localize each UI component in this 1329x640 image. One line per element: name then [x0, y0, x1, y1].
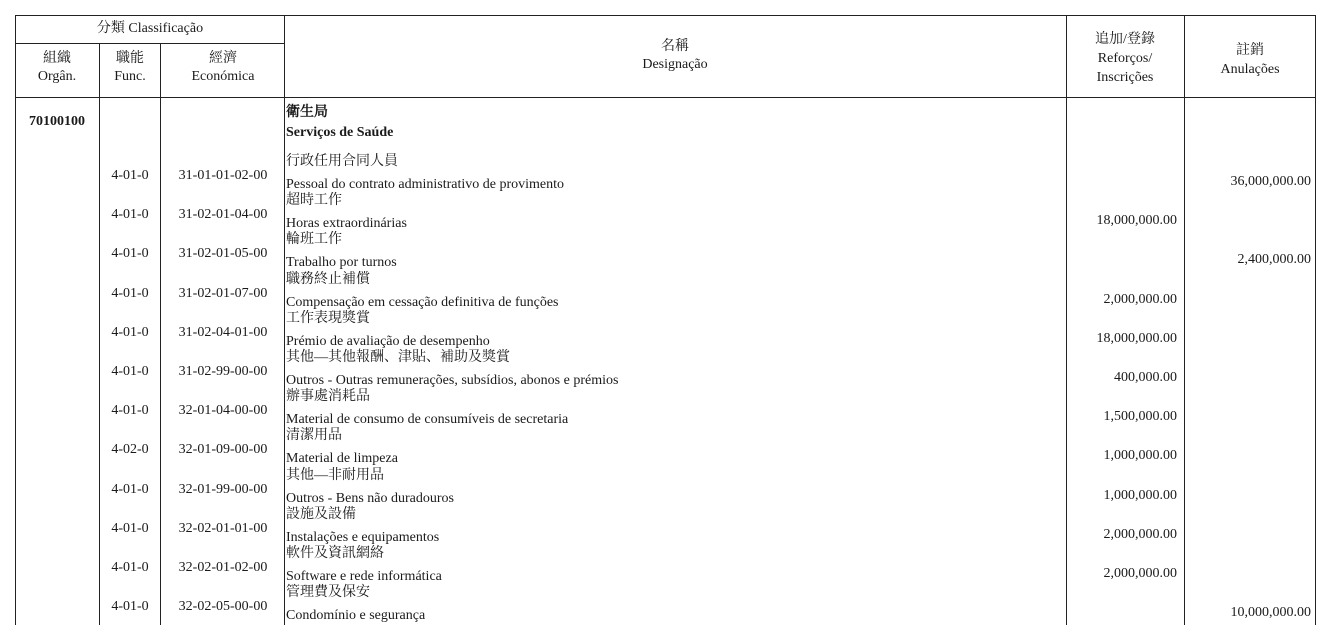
rule-header-bottom	[15, 97, 1315, 98]
reinforcement-header-zh: 追加/登錄	[1095, 32, 1155, 47]
row-func-code: 4-01-0	[111, 168, 149, 183]
rule-classification	[15, 43, 284, 44]
rule-func	[160, 43, 161, 625]
rule-reforco	[1184, 15, 1185, 625]
organ-code: 70100100	[29, 114, 85, 129]
row-reforco-amount: 18,000,000.00	[1096, 330, 1177, 346]
row-name-zh: 超時工作	[286, 193, 342, 209]
econ-header-pt: Económica	[191, 69, 255, 84]
organ-name-zh: 衛生局	[286, 105, 328, 120]
row-econ-code: 31-02-01-05-00	[178, 246, 268, 262]
row-econ-code: 31-01-01-02-00	[178, 168, 268, 183]
organ-name-pt: Serviços de Saúde	[286, 125, 394, 140]
row-name-zh: 設施及設備	[286, 506, 356, 522]
rule-left	[15, 15, 16, 625]
row-func-code: 4-01-0	[111, 599, 149, 615]
designation-header-pt: Designação	[642, 57, 708, 72]
row-econ-code: 32-01-09-00-00	[178, 442, 268, 458]
classification-header: 分類 Classificação	[96, 21, 204, 36]
row-name-pt: Outros - Outras remunerações, subsídios, abonos e prémios	[286, 373, 619, 388]
row-name-pt: Prémio de avaliação de desempenho	[286, 333, 490, 349]
row-name-zh: 職務終止補償	[286, 271, 370, 287]
row-reforco-amount: 1,000,000.00	[1103, 487, 1177, 503]
row-reforco-amount: 400,000.00	[1114, 370, 1177, 385]
row-func-code: 4-01-0	[111, 520, 149, 536]
designation-header-zh: 名稱	[661, 39, 689, 54]
row-name-pt: Material de consumo de consumíveis de secretaria	[286, 412, 569, 428]
row-anulacao-amount: 36,000,000.00	[1230, 174, 1311, 189]
row-econ-code: 31-02-99-00-00	[178, 364, 268, 379]
row-reforco-amount: 1,500,000.00	[1103, 409, 1177, 425]
row-func-code: 4-01-0	[111, 481, 149, 497]
rule-econ	[284, 15, 285, 625]
row-name-zh: 清潔用品	[286, 428, 342, 444]
row-name-pt: Compensação em cessação definitiva de funções	[286, 294, 559, 310]
row-reforco-amount: 1,000,000.00	[1103, 448, 1177, 464]
row-name-pt: Pessoal do contrato administrativo de provimento	[286, 177, 565, 192]
organ-header-pt: Orgân.	[37, 69, 77, 84]
reinforcement-header-pt1: Reforços/	[1097, 51, 1153, 66]
row-name-pt: Horas extraordinárias	[286, 216, 407, 232]
row-econ-code: 32-02-01-02-00	[178, 560, 268, 575]
row-name-zh: 其他—非耐用品	[286, 467, 384, 483]
row-name-zh: 軟件及資訊網絡	[286, 546, 384, 561]
row-econ-code: 31-02-01-04-00	[178, 207, 268, 223]
rule-designation	[1066, 15, 1067, 625]
row-reforco-amount: 2,000,000.00	[1103, 291, 1177, 307]
row-func-code: 4-01-0	[111, 403, 149, 419]
func-header-pt: Func.	[114, 69, 146, 84]
row-name-pt: Condomínio e segurança	[286, 608, 426, 624]
row-anulacao-amount: 2,400,000.00	[1237, 252, 1311, 268]
cancel-header-zh: 註銷	[1236, 43, 1264, 58]
row-econ-code: 32-01-99-00-00	[178, 481, 268, 497]
reinforcement-header-pt2: Inscrições	[1096, 70, 1154, 85]
row-name-pt: Outros - Bens não duradouros	[286, 490, 454, 506]
row-name-zh: 工作表現獎賞	[286, 310, 370, 326]
row-name-zh: 辦事處消耗品	[286, 389, 370, 405]
row-func-code: 4-01-0	[111, 560, 149, 575]
row-econ-code: 32-02-01-01-00	[178, 520, 268, 536]
row-reforco-amount: 18,000,000.00	[1096, 213, 1177, 229]
row-name-zh: 管理費及保安	[286, 585, 370, 601]
row-func-code: 4-02-0	[111, 442, 149, 458]
func-header-zh: 職能	[116, 51, 144, 66]
row-reforco-amount: 2,000,000.00	[1103, 566, 1177, 581]
econ-header-zh: 經濟	[209, 51, 237, 66]
row-name-pt: Material de limpeza	[286, 451, 398, 467]
row-name-zh: 其他—其他報酬、津貼、補助及獎賞	[286, 350, 510, 365]
row-func-code: 4-01-0	[111, 285, 149, 301]
rule-organ	[99, 43, 100, 625]
row-econ-code: 31-02-01-07-00	[178, 285, 268, 301]
rule-right	[1315, 15, 1316, 625]
row-func-code: 4-01-0	[111, 246, 149, 262]
row-econ-code: 32-02-05-00-00	[178, 599, 268, 615]
row-name-zh: 行政任用合同人員	[286, 154, 398, 169]
row-name-zh: 輪班工作	[286, 232, 342, 248]
row-econ-code: 31-02-04-01-00	[178, 324, 268, 340]
row-name-pt: Software e rede informática	[286, 569, 442, 584]
row-econ-code: 32-01-04-00-00	[178, 403, 268, 419]
rule-top	[15, 15, 1315, 16]
row-func-code: 4-01-0	[111, 324, 149, 340]
row-func-code: 4-01-0	[111, 364, 149, 379]
cancel-header-pt: Anulações	[1220, 62, 1280, 77]
row-func-code: 4-01-0	[111, 207, 149, 223]
row-name-pt: Instalações e equipamentos	[286, 529, 440, 545]
organ-header-zh: 組織	[43, 51, 71, 66]
row-anulacao-amount: 10,000,000.00	[1230, 605, 1311, 621]
row-name-pt: Trabalho por turnos	[286, 255, 397, 271]
row-reforco-amount: 2,000,000.00	[1103, 526, 1177, 542]
